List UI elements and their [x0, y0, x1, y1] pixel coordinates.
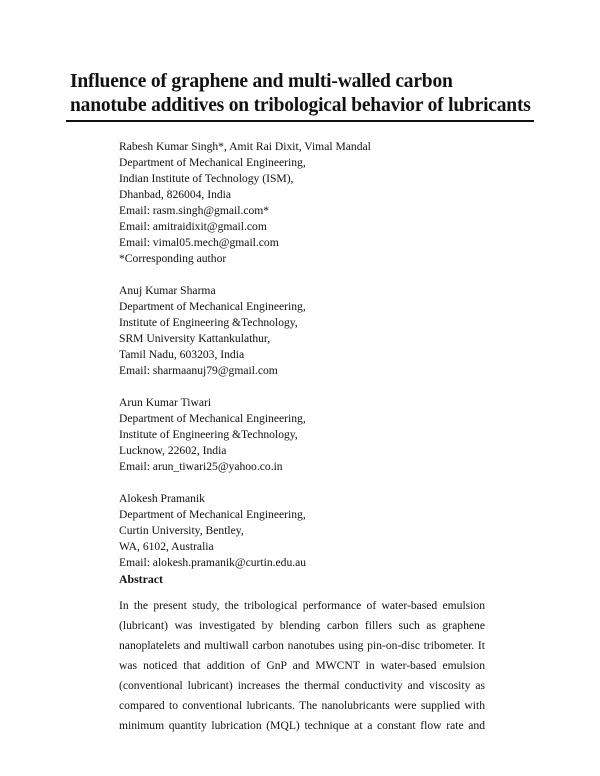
author-block [119, 139, 539, 267]
affiliation-line: Dhanbad, 826004, India [119, 188, 232, 201]
affiliation-line: Department of Mechanical Engineering, [119, 412, 306, 425]
affiliation-line: Institute of Engineering &Technology, [119, 428, 298, 441]
author-names: Arun Kumar Tiwari [119, 396, 212, 409]
title-line: Influence of graphene and multi-walled carbon [70, 71, 453, 92]
abstract-body [119, 596, 485, 736]
abstract-line: (conventional lubricant) increases the thermal conductivity and viscosity as [119, 679, 485, 692]
email-line: Email: amitraidixit@gmail.com [119, 220, 267, 233]
affiliation-line: Lucknow, 22602, India [119, 444, 227, 457]
abstract-heading: Abstract [119, 572, 163, 586]
affiliation-line: Tamil Nadu, 603203, India [119, 348, 245, 361]
abstract-line: In the present study, the tribological performance of water-based emulsion [119, 599, 485, 612]
affiliation-line: Indian Institute of Technology (ISM), [119, 172, 294, 185]
author-block [119, 395, 539, 475]
corresponding-author-note: *Corresponding author [119, 252, 227, 265]
abstract-line: was noticed that addition of GnP and MWCNT in water-based emulsion [119, 659, 485, 672]
paper-title [70, 70, 550, 118]
affiliation-line: Curtin University, Bentley, [119, 524, 244, 537]
title-line: nanotube additives on tribological behavior of lubricants [70, 95, 531, 116]
abstract-line: compared to conventional lubricants. The nanolubricants were supplied with [119, 699, 485, 712]
affiliation-line: Department of Mechanical Engineering, [119, 508, 306, 521]
affiliation-line: Department of Mechanical Engineering, [119, 300, 306, 313]
author-list [119, 139, 539, 571]
abstract-line: (lubricant) was investigated by blending carbon fillers such as graphene [119, 619, 485, 632]
email-line: Email: sharmaanuj79@gmail.com [119, 364, 278, 377]
title-rule [66, 120, 534, 122]
abstract-line: nanoplatelets and multiwall carbon nanotubes using pin-on-disc tribometer. It [119, 639, 485, 652]
email-line: Email: alokesh.pramanik@curtin.edu.au [119, 556, 307, 569]
author-names: Rabesh Kumar Singh*, Amit Rai Dixit, Vimal Mandal [119, 140, 371, 153]
author-block [119, 491, 539, 571]
author-names: Alokesh Pramanik [119, 492, 205, 505]
email-line: Email: arun_tiwari25@yahoo.co.in [119, 460, 283, 473]
email-line: Email: vimal05.mech@gmail.com [119, 236, 279, 249]
affiliation-line: SRM University Kattankulathur, [119, 332, 271, 345]
email-line: Email: rasm.singh@gmail.com* [119, 204, 270, 217]
affiliation-line: Institute of Engineering &Technology, [119, 316, 298, 329]
author-names: Anuj Kumar Sharma [119, 284, 216, 297]
affiliation-line: WA, 6102, Australia [119, 540, 214, 553]
affiliation-line: Department of Mechanical Engineering, [119, 156, 306, 169]
author-block [119, 283, 539, 379]
abstract-line: minimum quantity lubrication (MQL) technique at a constant flow rate and [119, 719, 485, 732]
